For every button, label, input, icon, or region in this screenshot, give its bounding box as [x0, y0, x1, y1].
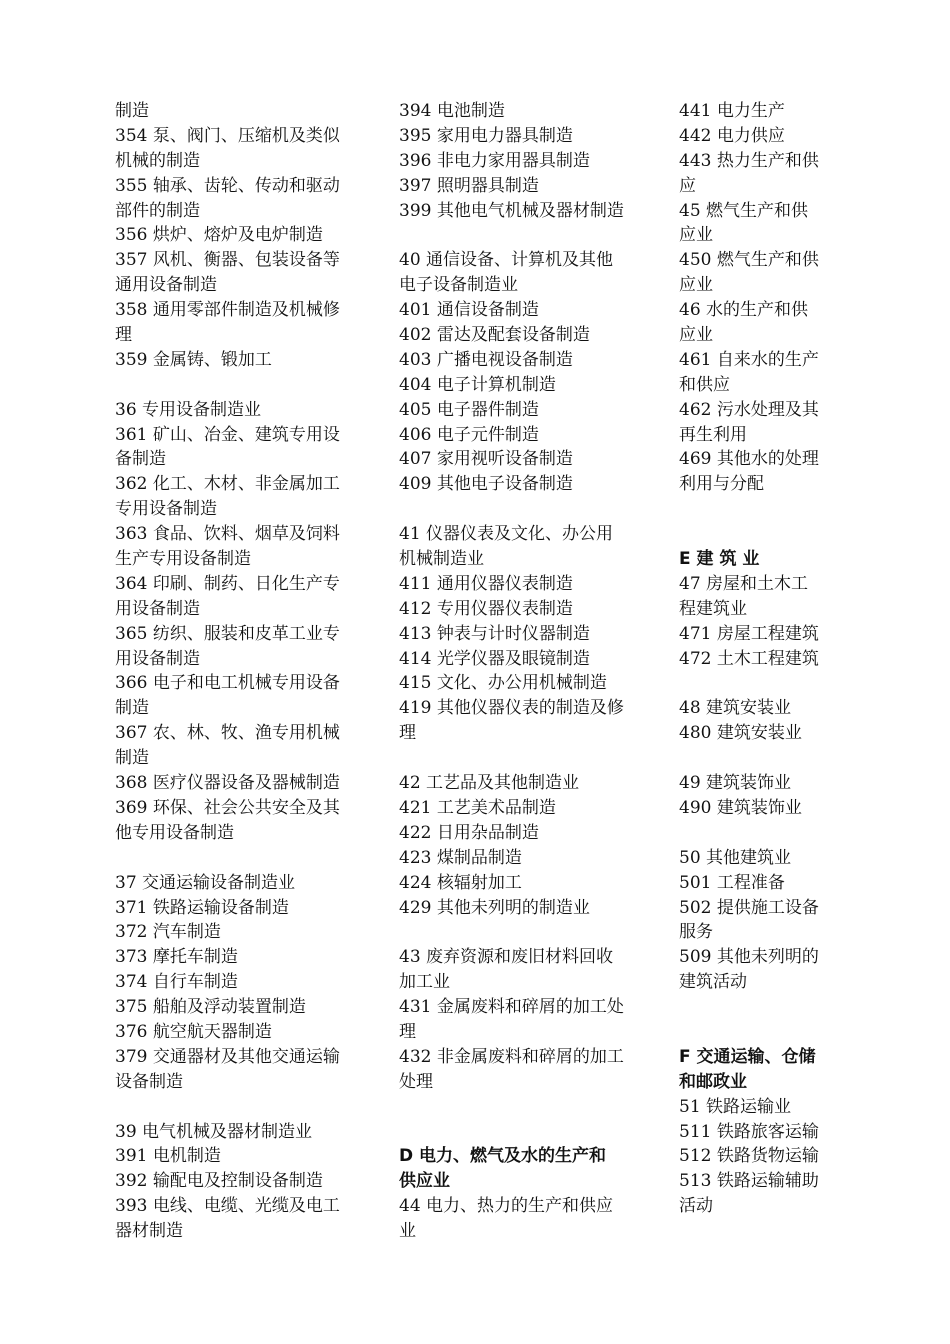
list-item: 409 其他电子设备制造 [399, 474, 573, 495]
list-item: 372 汽车制造 [115, 922, 221, 943]
list-item: 401 通信设备制造 [399, 300, 539, 321]
list-item: 406 电子元件制造 [399, 424, 539, 445]
list-item: 404 电子计算机制造 [399, 374, 556, 395]
list-item: 472 土木工程建筑 [679, 648, 819, 669]
list-item: 423 煤制品制造 [399, 847, 522, 868]
list-item: 用设备制造 [115, 648, 200, 669]
list-item: 应 [679, 175, 696, 196]
list-item: 生产专用设备制造 [115, 549, 251, 570]
blank-line [115, 846, 367, 871]
list-item: 建筑活动 [679, 972, 747, 993]
list-item: 419 其他仪器仪表的制造及修 [399, 698, 624, 719]
list-item: 42 工艺品及其他制造业 [399, 773, 580, 794]
list-item: 450 燃气生产和供 [679, 250, 819, 271]
list-item: 39 电气机械及器材制造业 [115, 1121, 313, 1142]
list-item: 理 [115, 325, 132, 346]
list-item: 50 其他建筑业 [679, 847, 792, 868]
list-item: 37 交通运输设备制造业 [115, 872, 296, 893]
list-item: 462 污水处理及其 [679, 399, 819, 420]
list-item: 371 铁路运输设备制造 [115, 897, 289, 918]
list-item: 402 雷达及配套设备制造 [399, 325, 590, 346]
list-item: 应业 [679, 225, 713, 246]
section-heading: D 电力、燃气及水的生产和 [399, 1146, 607, 1167]
list-item: 369 环保、社会公共安全及其 [115, 797, 340, 818]
list-item: 443 热力生产和供 [679, 150, 819, 171]
list-item: 355 轴承、齿轮、传动和驱动 [115, 175, 340, 196]
list-item: 397 照明器具制造 [399, 175, 539, 196]
list-item: 461 自来水的生产 [679, 349, 819, 370]
column-middle [399, 99, 647, 1244]
list-item: 354 泵、阀门、压缩机及类似 [115, 125, 340, 146]
list-item: 393 电线、电缆、光缆及电工 [115, 1196, 340, 1217]
list-item: 45 燃气生产和供 [679, 200, 809, 221]
list-item: 502 提供施工设备 [679, 897, 819, 918]
list-item: 制造 [115, 101, 149, 121]
blank-line [399, 1095, 647, 1120]
list-item: 441 电力生产 [679, 101, 785, 121]
list-item: 制造 [115, 698, 149, 719]
list-item: 电子设备制造业 [399, 275, 518, 296]
list-item: 备制造 [115, 449, 166, 470]
list-item: 471 房屋工程建筑 [679, 623, 819, 644]
list-item: 和供应 [679, 374, 730, 395]
list-item: 412 专用仪器仪表制造 [399, 598, 573, 619]
list-item: 411 通用仪器仪表制造 [399, 573, 573, 594]
list-item: 46 水的生产和供 [679, 300, 809, 321]
list-item: 362 化工、木材、非金属加工 [115, 474, 340, 495]
list-item: 432 非金属废料和碎屑的加工 [399, 1046, 624, 1067]
list-item: 405 电子器件制造 [399, 399, 539, 420]
list-item: 431 金属废料和碎屑的加工处 [399, 997, 624, 1018]
list-item: 403 广播电视设备制造 [399, 349, 573, 370]
list-item: 理 [399, 723, 416, 744]
list-item: 设备制造 [115, 1071, 183, 1092]
list-item: 制造 [115, 748, 149, 769]
blank-line [399, 920, 647, 945]
list-item: 376 航空航天器制造 [115, 1021, 272, 1042]
blank-line [399, 223, 647, 248]
list-item: 应业 [679, 325, 713, 346]
list-item: 379 交通器材及其他交通运输 [115, 1046, 340, 1067]
list-item: 509 其他未列明的 [679, 947, 819, 968]
list-item: 356 烘炉、熔炉及电炉制造 [115, 225, 323, 246]
list-item: 处理 [399, 1071, 433, 1092]
blank-line [679, 497, 837, 522]
list-item: 414 光学仪器及眼镜制造 [399, 648, 590, 669]
list-item: 43 废弃资源和废旧材料回收 [399, 947, 614, 968]
list-item: 413 钟表与计时仪器制造 [399, 623, 590, 644]
list-item: 394 电池制造 [399, 101, 505, 121]
list-item: 375 船舶及浮动装置制造 [115, 997, 306, 1018]
list-item: 374 自行车制造 [115, 972, 238, 993]
blank-line [679, 1020, 837, 1045]
list-item: 513 铁路运输辅助 [679, 1171, 819, 1192]
column-right [679, 99, 837, 1219]
list-item: 48 建筑安装业 [679, 698, 792, 719]
list-item: 424 核辐射加工 [399, 872, 522, 893]
column-left [115, 99, 367, 1244]
list-item: 36 专用设备制造业 [115, 399, 262, 420]
list-item: 363 食品、饮料、烟草及饲料 [115, 524, 340, 545]
list-item: 机械的制造 [115, 150, 200, 171]
list-item: 415 文化、办公用机械制造 [399, 673, 607, 694]
section-heading: 供应业 [399, 1171, 450, 1192]
list-item: 480 建筑安装业 [679, 723, 802, 744]
list-item: 368 医疗仪器设备及器械制造 [115, 773, 340, 794]
blank-line [115, 1095, 367, 1120]
list-item: 利用与分配 [679, 474, 764, 495]
list-item: 361 矿山、冶金、建筑专用设 [115, 424, 340, 445]
list-item: 活动 [679, 1196, 713, 1217]
list-item: 512 铁路货物运输 [679, 1146, 819, 1167]
list-item: 47 房屋和土木工 [679, 573, 809, 594]
list-item: 业 [399, 1221, 416, 1242]
list-item: 应业 [679, 275, 713, 296]
list-item: 364 印刷、制药、日化生产专 [115, 573, 340, 594]
blank-line [679, 671, 837, 696]
list-item: 373 摩托车制造 [115, 947, 238, 968]
blank-line [399, 1120, 647, 1145]
list-item: 421 工艺美术品制造 [399, 797, 556, 818]
list-item: 理 [399, 1021, 416, 1042]
blank-line [679, 995, 837, 1020]
list-item: 49 建筑装饰业 [679, 773, 792, 794]
list-item: 396 非电力家用器具制造 [399, 150, 590, 171]
list-item: 357 风机、衡器、包装设备等 [115, 250, 340, 271]
list-item: 422 日用杂品制造 [399, 822, 539, 843]
list-item: 366 电子和电工机械专用设备 [115, 673, 340, 694]
list-item: 359 金属铸、锻加工 [115, 349, 272, 370]
blank-line [115, 373, 367, 398]
list-item: 399 其他电气机械及器材制造 [399, 200, 624, 221]
list-item: 他专用设备制造 [115, 822, 234, 843]
list-item: 部件的制造 [115, 200, 200, 221]
blank-line [399, 746, 647, 771]
list-item: 44 电力、热力的生产和供应 [399, 1196, 614, 1217]
list-item: 器材制造 [115, 1221, 183, 1242]
list-item: 41 仪器仪表及文化、办公用 [399, 524, 614, 545]
blank-line [399, 497, 647, 522]
list-item: 358 通用零部件制造及机械修 [115, 300, 340, 321]
blank-line [679, 522, 837, 547]
list-item: 429 其他未列明的制造业 [399, 897, 590, 918]
blank-line [679, 821, 837, 846]
list-item: 442 电力供应 [679, 125, 785, 146]
list-item: 再生利用 [679, 424, 747, 445]
section-heading: F 交通运输、仓储 [679, 1046, 816, 1067]
list-item: 专用设备制造 [115, 499, 217, 520]
list-item: 367 农、林、牧、渔专用机械 [115, 723, 340, 744]
list-item: 407 家用视听设备制造 [399, 449, 573, 470]
list-item: 40 通信设备、计算机及其他 [399, 250, 614, 271]
section-heading: 和邮政业 [679, 1071, 747, 1092]
list-item: 机械制造业 [399, 549, 484, 570]
list-item: 392 输配电及控制设备制造 [115, 1171, 323, 1192]
section-heading: E 建 筑 业 [679, 549, 760, 570]
blank-line [679, 746, 837, 771]
list-item: 511 铁路旅客运输 [679, 1121, 819, 1142]
list-item: 服务 [679, 922, 713, 943]
list-item: 通用设备制造 [115, 275, 217, 296]
list-item: 490 建筑装饰业 [679, 797, 802, 818]
list-item: 加工业 [399, 972, 450, 993]
list-item: 391 电机制造 [115, 1146, 221, 1167]
list-item: 用设备制造 [115, 598, 200, 619]
list-item: 501 工程准备 [679, 872, 785, 893]
list-item: 469 其他水的处理 [679, 449, 819, 470]
list-item: 395 家用电力器具制造 [399, 125, 573, 146]
list-item: 365 纺织、服装和皮革工业专 [115, 623, 340, 644]
list-item: 51 铁路运输业 [679, 1096, 792, 1117]
list-item: 程建筑业 [679, 598, 747, 619]
